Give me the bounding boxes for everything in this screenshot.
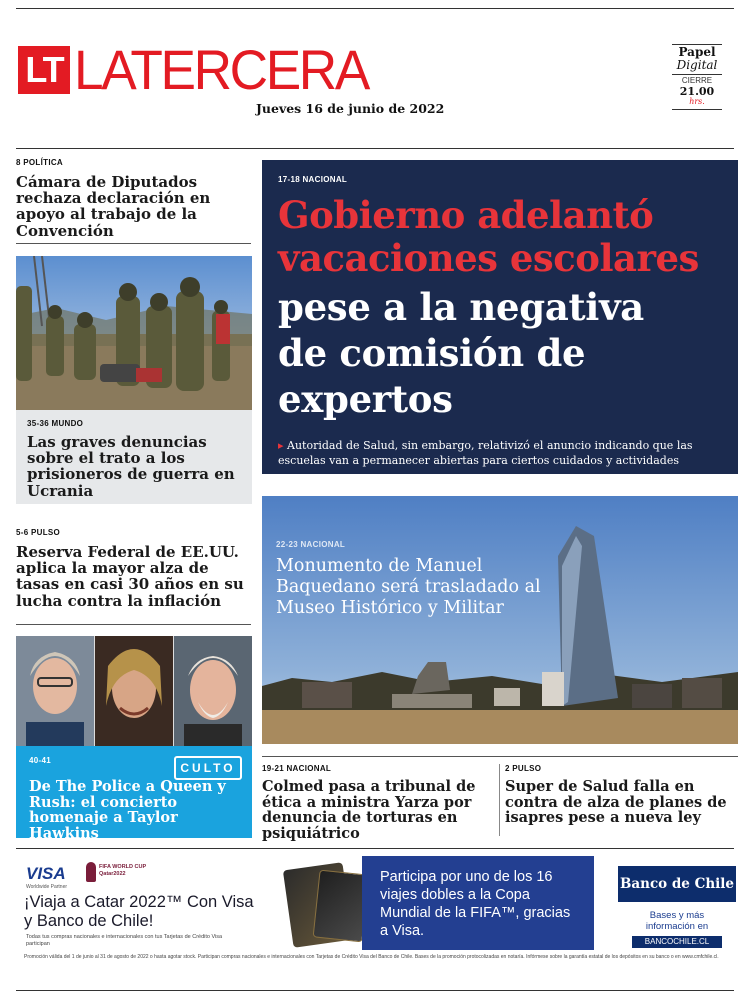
story-mundo[interactable]: [16, 410, 252, 504]
headline: De The Police a Queen y Rush: el concierto homenaje a Taylor Hawkins: [29, 778, 226, 842]
bank-info: Bases y más información en: [645, 910, 709, 932]
digital-label: Digital: [676, 58, 718, 72]
musicians-photo[interactable]: [16, 636, 252, 746]
legal-text: Promoción válida del 1 de junio al 31 de agosto de 2022 o hasta agotar stock. Participan compras nacionales e internacionales con Tarjetas de Crédito Visa del Banco de Chile. Bases de la promoción protocolizadas en notaría. Infórmese sobre la garantía estatal de los depósitos en su banco o en www.cmfchile.cl.: [24, 954, 719, 960]
promo-box: [362, 856, 594, 950]
story-pulso-fed[interactable]: [16, 528, 252, 609]
story-culto[interactable]: [16, 746, 252, 842]
visa-ad[interactable]: [16, 854, 736, 988]
headline: Cámara de Diputados rechaza declaración en apoyo al trabajo de la Convención: [16, 173, 211, 240]
headline: Colmed pasa a tribunal de ética a ministra Yarza por denuncia de torturas en psiquiátrico: [262, 778, 476, 842]
story-politica[interactable]: [16, 158, 252, 239]
section-label: 40-41: [29, 756, 51, 765]
story-colmed[interactable]: [262, 764, 494, 842]
section-label: 19-21 NACIONAL: [262, 764, 332, 773]
section-label: 22-23 NACIONAL: [276, 540, 346, 549]
deck-text: Autoridad de Salud, sin embargo, relativizó el anuncio indicando que las escuelas van a permanecer abiertas para ciertos cuidados y actividades: [278, 439, 693, 467]
deck: [278, 438, 708, 468]
headline: Super de Salud falla en contra de alza de planes de isapres pese a nueva ley: [505, 778, 727, 827]
cierre-label: CIERRE: [681, 76, 713, 85]
ad-title: ¡Viaja a Catar 2022™ Con Visa y Banco de Chile!: [24, 893, 254, 930]
section-label: 8 POLÍTICA: [16, 158, 64, 167]
edition-date: Jueves 16 de junio de 2022: [256, 101, 445, 116]
papel-label: Papel: [678, 45, 716, 59]
masthead-logo[interactable]: [18, 38, 383, 101]
logo-box: LT: [18, 46, 70, 94]
soldiers-photo[interactable]: [16, 256, 252, 410]
lead-story[interactable]: [262, 160, 738, 474]
section-label: 2 PULSO: [505, 764, 542, 773]
section-label: 35-36 MUNDO: [27, 419, 84, 428]
cierre-time: 21.00: [679, 85, 715, 98]
fifa-label: FIFA WORLD CUP Qatar2022: [99, 864, 147, 877]
story-isapres[interactable]: [505, 764, 733, 826]
deck-arrow-icon: ▸: [278, 439, 284, 452]
headline-white: pese a la negativa de comisión de expertos: [278, 285, 644, 421]
promo-text: Participa por uno de los 16 viajes dobles a la Copa Mundial de la FIFA™, gracias a Visa.: [380, 869, 571, 939]
column-divider: [499, 764, 500, 836]
photo-story[interactable]: [262, 496, 738, 744]
bank-url-link[interactable]: BANCOCHILE.CL: [632, 936, 722, 948]
ad-small-print: Todas tus compras nacionales e internacionales con tus Tarjetas de Crédito Visa participan: [26, 934, 223, 947]
section-label: 5-6 PULSO: [16, 528, 61, 537]
papel-digital-box[interactable]: [672, 44, 722, 110]
headline: Monumento de Manuel Baquedano será trasladado al Museo Histórico y Militar: [276, 556, 541, 618]
visa-logo: VISA: [26, 864, 66, 883]
headline: Las graves denuncias sobre el trato a los prisioneros de guerra en Ucrania: [27, 433, 235, 500]
visa-card-image-2: [313, 870, 370, 943]
fifa-emblem-icon: [86, 862, 96, 882]
headline-red: Gobierno adelantó vacaciones escolares: [278, 193, 699, 280]
sponsor-label: Worldwide Partner: [26, 884, 68, 890]
section-label: 17-18 NACIONAL: [278, 175, 348, 184]
bank-logo: Banco de Chile: [618, 866, 736, 902]
cierre-unit: hrs.: [689, 97, 705, 106]
logo-wordmark: LATERCERA: [74, 38, 368, 101]
culto-badge: CULTO: [174, 756, 242, 780]
headline: Reserva Federal de EE.UU. aplica la mayor alza de tasas en casi 30 años en su lucha contra la inflación: [16, 543, 244, 610]
